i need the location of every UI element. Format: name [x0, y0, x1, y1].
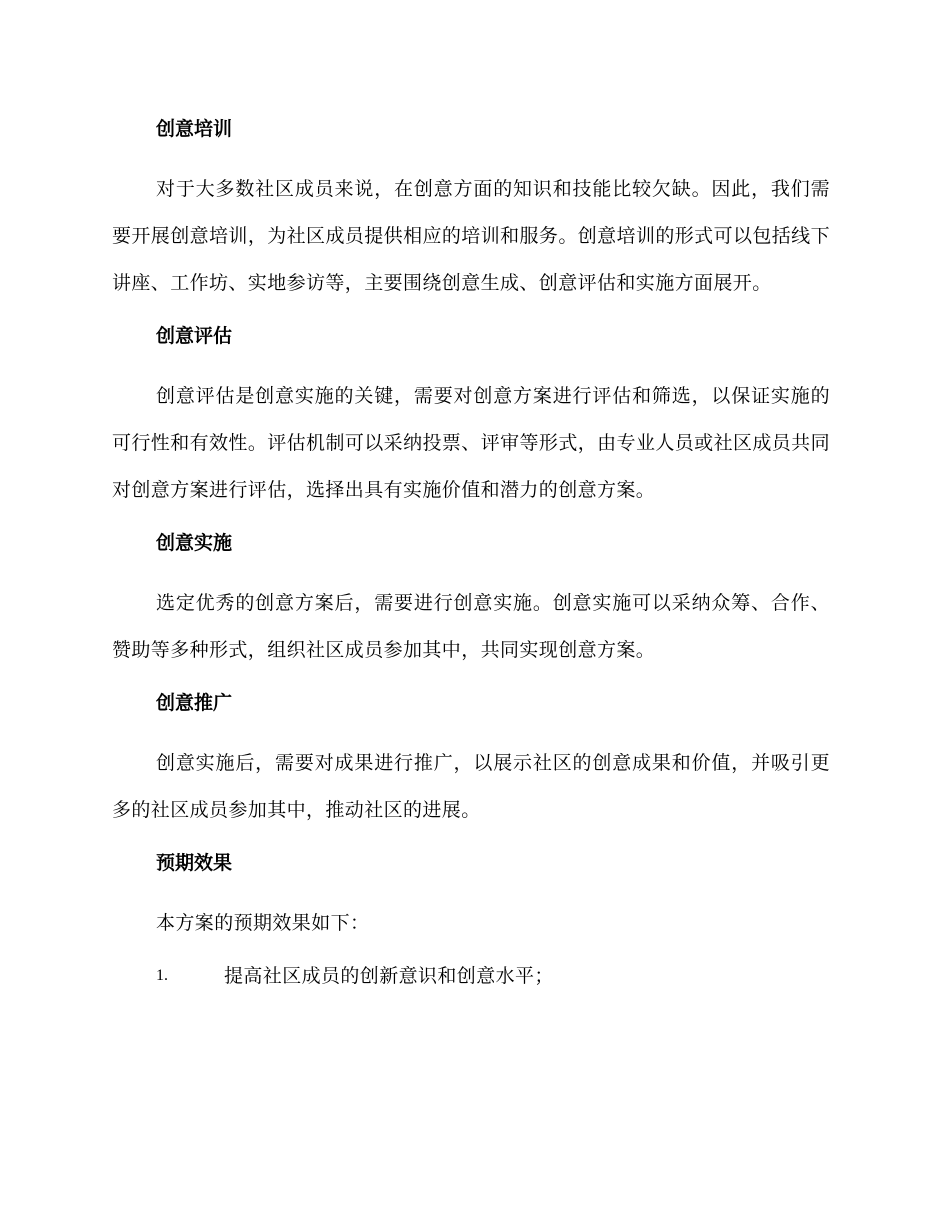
section-body-evaluation: 创意评估是创意实施的关键，需要对创意方案进行评估和筛选，以保证实施的可行性和有效性。评估机制可以采纳投票、评审等形式，由专业人员或社区成员共同对创意方案进行评估，选择出具有实施价值和潜力的创意方案。 — [112, 385, 830, 501]
section-heading-expected-results: 预期效果 — [156, 852, 233, 874]
section-heading-evaluation: 创意评估 — [156, 325, 233, 347]
section-body-training: 对于大多数社区成员来说，在创意方面的知识和技能比较欠缺。因此，我们需要开展创意培训，为社区成员提供相应的培训和服务。创意培训的形式可以包括线下讲座、工作坊、实地参访等，主要围绕创意生成、创意评估和实施方面展开。 — [112, 178, 830, 294]
section-heading-implementation: 创意实施 — [156, 532, 233, 554]
section-heading-promotion: 创意推广 — [156, 692, 233, 714]
section-body-expected-results: 本方案的预期效果如下： — [156, 912, 370, 934]
list-item — [112, 953, 830, 999]
list-item-number: 1. — [156, 967, 168, 984]
section-body-implementation: 选定优秀的创意方案后，需要进行创意实施。创意实施可以采纳众筹、合作、赞助等多种形式，组织社区成员参加其中，共同实现创意方案。 — [112, 592, 830, 661]
document-content — [112, 106, 830, 999]
section-heading-training: 创意培训 — [156, 118, 233, 140]
section-body-promotion: 创意实施后，需要对成果进行推广，以展示社区的创意成果和价值，并吸引更多的社区成员参加其中，推动社区的进展。 — [112, 752, 830, 821]
list-item-text: 提高社区成员的创新意识和创意水平； — [224, 965, 554, 987]
